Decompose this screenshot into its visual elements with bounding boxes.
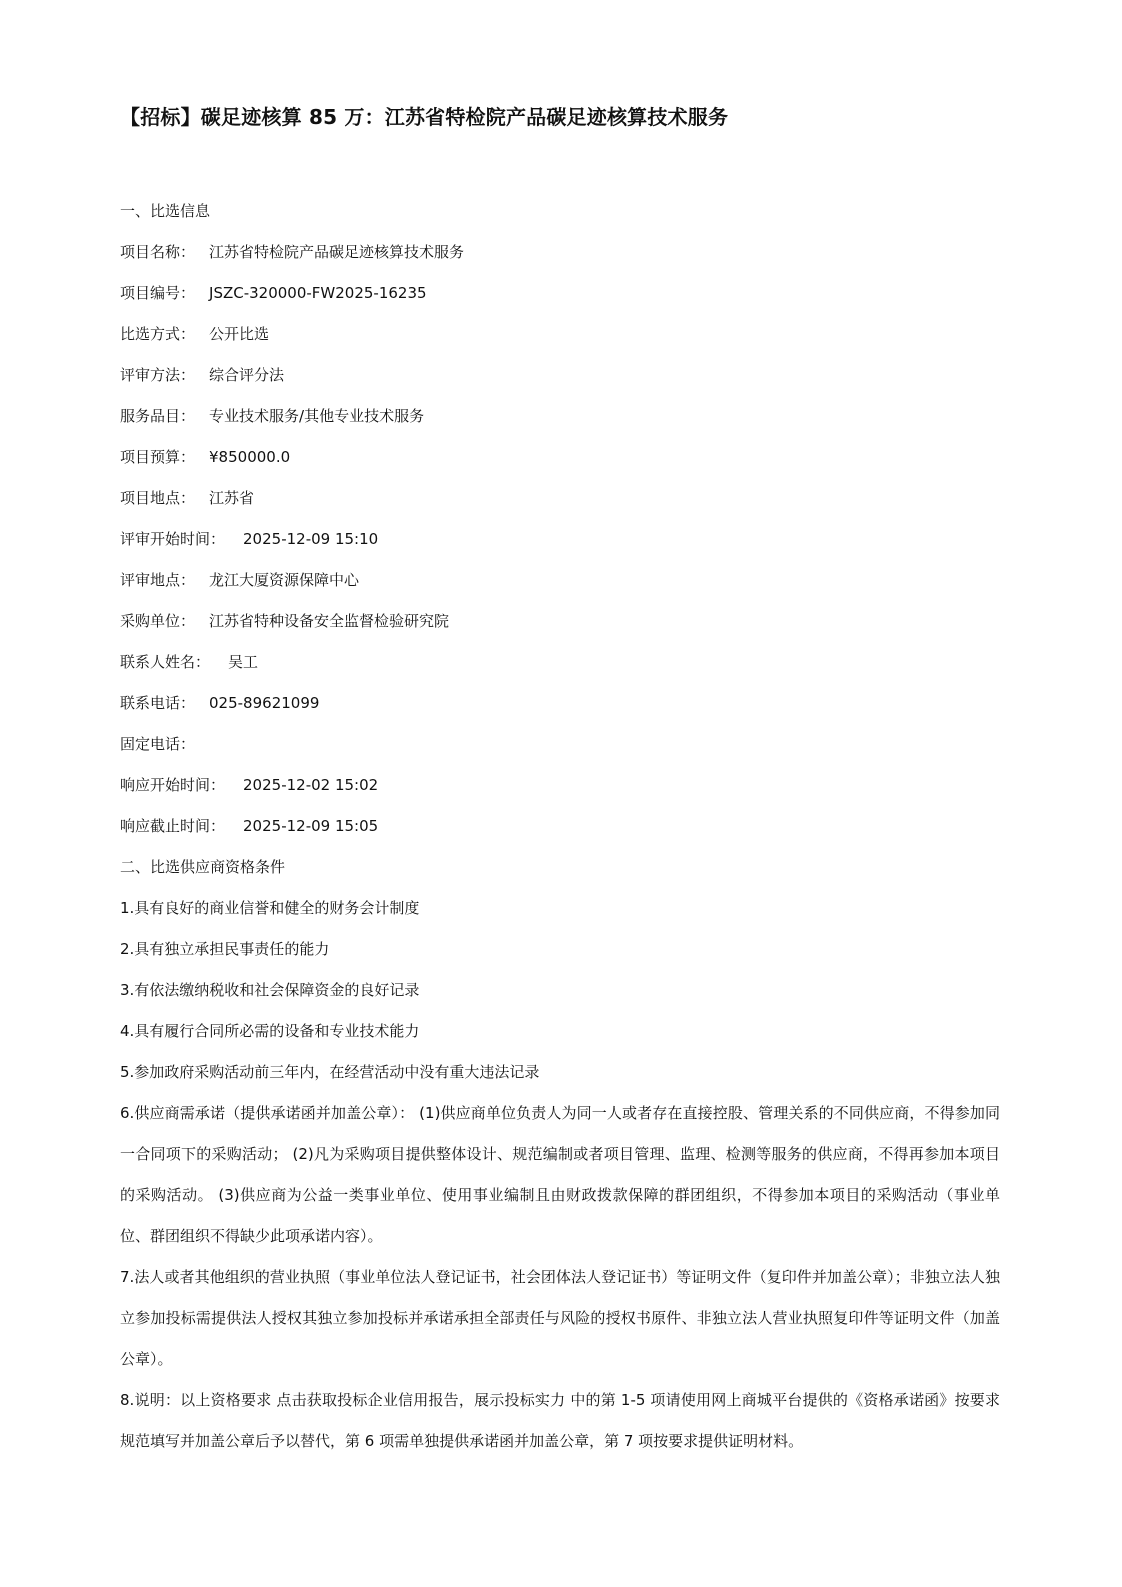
info-label: 响应开始时间： xyxy=(120,776,226,794)
info-value: 2025-12-09 15:10 xyxy=(243,530,379,548)
info-value: 2025-12-09 15:05 xyxy=(243,817,379,835)
info-row-budget xyxy=(120,437,1000,478)
section-heading-qualifications: 二、比选供应商资格条件 xyxy=(120,858,286,876)
info-label: 评审方法： xyxy=(120,366,196,384)
info-row-contact-name xyxy=(120,642,1000,683)
requirement-item: 3.有依法缴纳税收和社会保障资金的良好记录 xyxy=(120,981,420,999)
info-label: 评审开始时间： xyxy=(120,530,226,548)
info-row-contact-phone xyxy=(120,683,1000,724)
info-label: 项目编号： xyxy=(120,284,196,302)
info-row-service-category xyxy=(120,396,1000,437)
info-label: 项目地点： xyxy=(120,489,196,507)
info-value: ¥850000.0 xyxy=(209,448,291,466)
requirement-item: 1.具有良好的商业信誉和健全的财务会计制度 xyxy=(120,899,420,917)
requirement-item: 2.具有独立承担民事责任的能力 xyxy=(120,940,330,958)
requirement-item: 6.供应商需承诺（提供承诺函并加盖公章）： (1)供应商单位负责人为同一人或者存在直接控股、管理关系的不同供应商，不得参加同一合同项下的采购活动； (2)凡为采购项目提供整体设计、规范编制或者项目管理、监理、检测等服务的供应商，不得再参加本项目的采购活动。 (3)供应商为公益一类事业单位、使用事业编制且由财政拨款保障的群团组织，不得参加本项目的采购活动（事业单位、群团组织不得缺少此项承诺内容）。 xyxy=(120,1104,1000,1245)
info-label: 服务品目： xyxy=(120,407,196,425)
info-value: 公开比选 xyxy=(209,325,270,343)
info-label: 响应截止时间： xyxy=(120,817,226,835)
info-label: 比选方式： xyxy=(120,325,196,343)
info-label: 项目预算： xyxy=(120,448,196,466)
info-value: 综合评分法 xyxy=(209,366,285,384)
info-row-review-start xyxy=(120,519,1000,560)
info-section xyxy=(120,191,1000,1462)
info-row-review-place xyxy=(120,560,1000,601)
info-row-review-method xyxy=(120,355,1000,396)
document-title: 【招标】碳足迹核算 85 万：江苏省特检院产品碳足迹核算技术服务 xyxy=(120,105,729,129)
info-row-fixed-phone xyxy=(120,724,1000,765)
info-value: 2025-12-02 15:02 xyxy=(243,776,379,794)
requirement-item: 5.参加政府采购活动前三年内，在经营活动中没有重大违法记录 xyxy=(120,1063,540,1081)
info-row-purchaser xyxy=(120,601,1000,642)
requirement-item: 7.法人或者其他组织的营业执照（事业单位法人登记证书，社会团体法人登记证书）等证明文件（复印件并加盖公章）；非独立法人独立参加投标需提供法人授权其独立参加投标并承诺承担全部责任与风险的授权书原件、非独立法人营业执照复印件等证明文件（加盖公章）。 xyxy=(120,1268,1000,1368)
info-label: 联系电话： xyxy=(120,694,196,712)
info-row-selection-method xyxy=(120,314,1000,355)
info-label: 固定电话： xyxy=(120,735,196,753)
info-value: 专业技术服务/其他专业技术服务 xyxy=(209,407,425,425)
info-value: 江苏省特种设备安全监督检验研究院 xyxy=(209,612,450,630)
info-value: 江苏省特检院产品碳足迹核算技术服务 xyxy=(209,243,465,261)
info-label: 采购单位： xyxy=(120,612,196,630)
requirement-item: 4.具有履行合同所必需的设备和专业技术能力 xyxy=(120,1022,420,1040)
section-heading-info: 一、比选信息 xyxy=(120,202,211,220)
info-label: 联系人姓名： xyxy=(120,653,211,671)
info-label: 评审地点： xyxy=(120,571,196,589)
info-value: JSZC-320000-FW2025-16235 xyxy=(209,284,427,302)
requirement-item: 8.说明：以上资格要求 点击获取投标企业信用报告，展示投标实力 中的第 1-5 项请使用网上商城平台提供的《资格承诺函》按要求规范填写并加盖公章后予以替代，第 6 项需单独提供承诺函并加盖公章，第 7 项按要求提供证明材料。 xyxy=(120,1391,1000,1450)
info-row-location xyxy=(120,478,1000,519)
info-value: 025-89621099 xyxy=(209,694,320,712)
info-row-project-number xyxy=(120,273,1000,314)
info-label: 项目名称： xyxy=(120,243,196,261)
info-value: 江苏省 xyxy=(209,489,255,507)
info-row-response-start xyxy=(120,765,1000,806)
info-row-project-name xyxy=(120,232,1000,273)
info-value: 吴工 xyxy=(228,653,259,671)
info-row-response-deadline xyxy=(120,806,1000,847)
info-value: 龙江大厦资源保障中心 xyxy=(209,571,360,589)
